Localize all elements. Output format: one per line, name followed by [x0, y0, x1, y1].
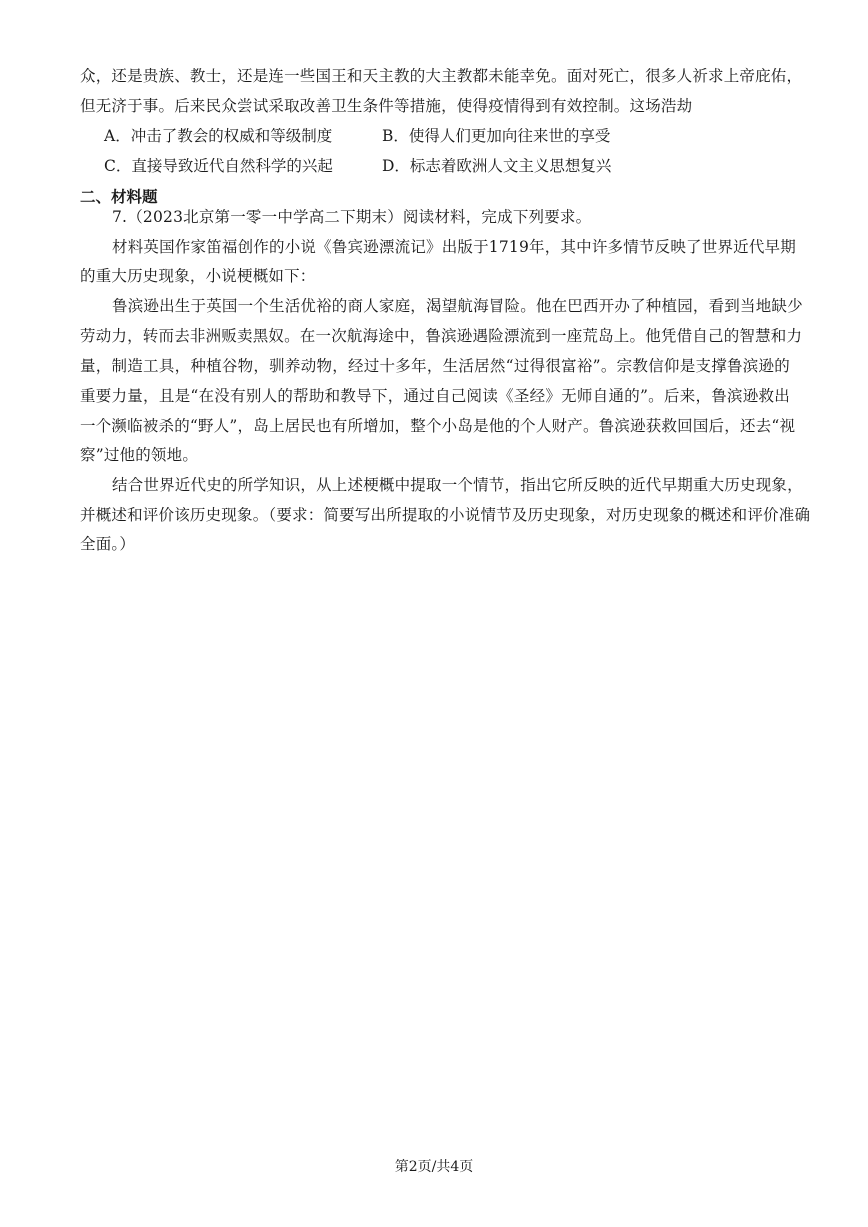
requirement-line: 并概述和评价该历史现象。（要求：简要写出所提取的小说情节及历史现象，对历史现象的概述和评价准确: [80, 506, 811, 524]
section-heading: 二、材料题: [80, 188, 158, 206]
option-a: A．冲击了教会的权威和等级制度: [104, 127, 333, 145]
material-intro-line: 的重大历史现象，小说梗概如下：: [80, 267, 316, 285]
option-d: D．标志着欧洲人文主义思想复兴: [382, 157, 612, 175]
requirement-line: 全面。）: [80, 535, 136, 553]
question-text-line: 众，还是贵族、教士，还是连一些国王和天主教的大主教都未能幸免。面对死亡，很多人祈求上帝庇佑，: [80, 67, 803, 85]
option-c: C．直接导致近代自然科学的兴起: [104, 157, 333, 175]
page-number-footer: 第2页/共4页: [394, 1159, 474, 1175]
synopsis-line: 察”过他的领地。: [80, 446, 199, 464]
synopsis-line: 重要力量，且是“在没有别人的帮助和教导下，通过自己阅读《圣经》无师自通的”。后来，鲁滨逊救出: [80, 387, 790, 405]
requirement-line: 结合世界近代史的所学知识，从上述梗概中提取一个情节，指出它所反映的近代早期重大历史现象，: [112, 476, 803, 494]
synopsis-line: 劳动力，转而去非洲贩卖黑奴。在一次航海途中，鲁滨逊遇险漂流到一座荒岛上。他凭借自己的智慧和力: [80, 327, 803, 345]
material-intro-line: 材料英国作家笛福创作的小说《鲁宾逊漂流记》出版于1719年，其中许多情节反映了世界近代早期: [112, 238, 796, 256]
option-b: B．使得人们更加向往来世的享受: [382, 127, 611, 145]
synopsis-line: 一个濒临被杀的“野人”，岛上居民也有所增加，整个小岛是他的个人财产。鲁滨逊获救回国后，还去“视: [80, 417, 796, 435]
synopsis-line: 量，制造工具，种植谷物，驯养动物，经过十多年，生活居然“过得很富裕”。宗教信仰是支撑鲁滨逊的: [80, 357, 790, 375]
question-7-intro: 7.（2023北京第一零一中学高二下期末）阅读材料，完成下列要求。: [112, 208, 592, 226]
synopsis-line: 鲁滨逊出生于英国一个生活优裕的商人家庭，渴望航海冒险。他在巴西开办了种植园，看到当地缺少: [112, 297, 803, 315]
question-text-line: 但无济于事。后来民众尝试采取改善卫生条件等措施，使得疫情得到有效控制。这场浩劫: [80, 97, 693, 115]
